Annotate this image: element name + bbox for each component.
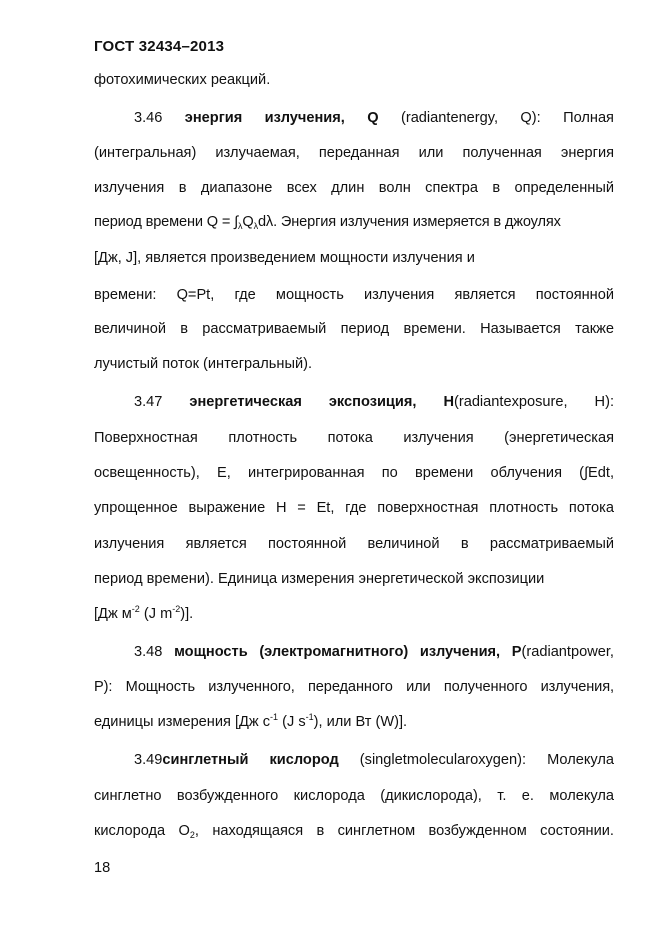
text-line: упрощенное выражение H = Et, где поверхностная плотность потока [94, 500, 614, 516]
clause-number: 3.47 [134, 394, 163, 410]
term-name: синглетный кислород [162, 752, 339, 768]
term-definition: (radiantexposure, H): [453, 394, 614, 410]
term-3-48 [134, 642, 614, 662]
text-line: величиной в рассматриваемый период времени. Называется также [94, 321, 614, 337]
text-line: освещенность), E, интегрированная по времени облучения (∫Edt, [94, 465, 614, 481]
text-line: фотохимических реакций. [94, 72, 271, 88]
text-line-units [94, 712, 614, 732]
text-line-units [94, 604, 614, 624]
term-definition: (radiantenergy, Q): Полная [400, 110, 614, 126]
formula-text: Q [242, 214, 254, 230]
clause-number: 3.49 [134, 752, 163, 768]
formula-text: кислорода O [94, 823, 190, 839]
text-line: времени: Q=Pt, где мощность излучения является постоянной [94, 287, 614, 303]
term-3-46 [134, 108, 614, 128]
units-text: (J m [139, 606, 173, 622]
term-3-49 [134, 750, 614, 770]
units-superscript: -1 [270, 712, 279, 722]
formula-text: dλ. Энергия излучения измеряется в джоулях [257, 214, 561, 230]
formula-subscript: λ [253, 221, 258, 231]
units-text: [Дж м [94, 606, 132, 622]
text-line: P): Мощность излученного, переданного или полученного излучения, [94, 679, 614, 695]
term-symbol: Q [367, 110, 379, 126]
text-line: Поверхностная плотность потока излучения (энергетическая [94, 430, 614, 446]
text-line: излучения в диапазоне всех длин волн спектра в определенный [94, 180, 614, 196]
formula-subscript: λ [238, 221, 243, 231]
clause-number: 3.46 [134, 110, 163, 126]
term-name: мощность (электромагнитного) излучения, [174, 644, 501, 660]
text-line: излучения является постоянной величиной в рассматриваемый [94, 536, 614, 552]
term-definition: (singletmolecularoxygen): Молекула [359, 752, 614, 768]
formula-subscript: 2 [189, 830, 195, 840]
term-name: энергетическая экспозиция, [189, 394, 417, 410]
units-superscript: -1 [305, 712, 314, 722]
units-text: )]. [180, 606, 194, 622]
formula-text: , находящаяся в синглетном возбужденном состоянии. [194, 823, 614, 839]
term-symbol: H [443, 394, 454, 410]
clause-number: 3.48 [134, 644, 163, 660]
document-header: ГОСТ 32434–2013 [94, 38, 225, 55]
text-line: синглетно возбужденного кислорода (дикислорода), т. е. молекула [94, 788, 614, 804]
term-name: энергия излучения, [184, 110, 345, 126]
units-text: ), или Вт (W)]. [313, 714, 408, 730]
page-number: 18 [94, 860, 111, 876]
text-line: (интегральная) излучаемая, переданная или полученная энергия [94, 145, 614, 161]
term-3-47 [134, 392, 614, 412]
text-line: период времени). Единица измерения энергетической экспозиции [94, 571, 545, 587]
text-line-formula [94, 821, 614, 841]
text-line: лучистый поток (интегральный). [94, 356, 313, 372]
term-symbol: P [511, 644, 522, 660]
formula-text: период времени Q = ∫ [94, 214, 239, 230]
text-line-formula [94, 212, 614, 232]
units-text: единицы измерения [Дж с [94, 714, 271, 730]
term-definition: (radiantpower, [521, 644, 614, 660]
units-superscript: -2 [172, 604, 181, 614]
units-superscript: -2 [131, 604, 140, 614]
units-text: (J s [278, 714, 306, 730]
text-line: [Дж, J], является произведением мощности излучения и [94, 250, 475, 266]
